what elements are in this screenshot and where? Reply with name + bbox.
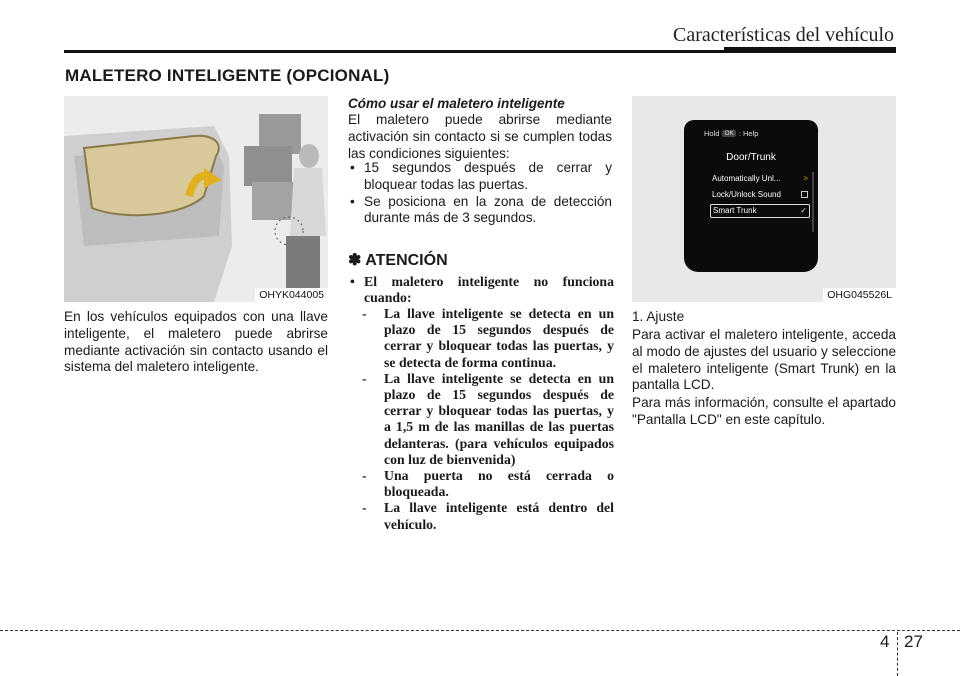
figure-trunk-illustration (64, 96, 328, 302)
list-item: - La llave inteligente está dentro del vehículo. (360, 500, 614, 532)
right-paragraph-1: Para activar el maletero inteligente, acceda al modo de ajustes del usuario y seleccione el maletero inteligente (Smart Trunk) en la pantalla LCD. (632, 327, 896, 393)
list-item: • Se posiciona en la zona de detección durante más de 3 segundos. (348, 194, 612, 228)
lcd-menu-title: Door/Trunk (726, 152, 776, 163)
figure-code: OHYK044005 (255, 288, 328, 302)
lcd-menu-item (712, 190, 808, 199)
header-rule (64, 50, 896, 53)
middle-intro: El maletero puede abrirse mediante activación sin contacto si se cumplen todas las condiciones siguientes: (348, 112, 612, 161)
lcd-top-bar (704, 126, 800, 140)
subsection-title: Cómo usar el maletero inteligente (348, 96, 565, 111)
page-separator (897, 632, 898, 676)
attention-title: ✽ ATENCIÓN (348, 252, 448, 269)
figure-code: OHG045526L (823, 288, 896, 302)
lcd-screen (684, 120, 818, 272)
page-number: 27 (904, 632, 923, 651)
lcd-menu-item-label: Smart Trunk (713, 206, 757, 215)
footer-rule (0, 630, 960, 631)
list-item: - La llave inteligente se detecta en un plazo de 15 segundos después de cerrar y bloquear todas las puertas, y se detecta de forma continua. (360, 306, 614, 371)
attention-list (348, 306, 614, 533)
list-item: - Una puerta no está cerrada o bloqueada. (360, 468, 614, 500)
lcd-scrollbar (812, 172, 814, 232)
chevron-right-icon: > (803, 174, 808, 183)
header-title: Características del vehículo (672, 24, 894, 46)
checkbox-empty-icon (801, 191, 808, 198)
left-paragraph: En los vehículos equipados con una llave inteligente, el maletero puede abrirse mediante activación sin contacto usando el sistema del maletero inteligente. (64, 309, 328, 375)
list-item: - La llave inteligente se detecta en un plazo de 15 segundos después de cerrar y bloquear todas las puertas, y a 1,5 m de las manillas de las puertas delanteras. (para vehículos equipados con luz de bienvenida) (360, 371, 614, 468)
trunk-illustration (64, 96, 328, 302)
lcd-menu-item-selected (710, 204, 810, 218)
lcd-menu-item (712, 174, 808, 183)
lcd-menu-item-label: Automatically Unl... (712, 174, 781, 183)
figure-lcd-screen (632, 96, 896, 302)
chapter-number: 4 (880, 632, 890, 651)
checkbox-checked-icon: ✓ (800, 206, 807, 215)
lcd-menu-item-label: Lock/Unlock Sound (712, 190, 781, 199)
section-title: MALETERO INTELIGENTE (OPCIONAL) (65, 66, 390, 85)
conditions-list (348, 160, 612, 227)
right-paragraph-2: Para más información, consulte el apartado "Pantalla LCD" en este capítulo. (632, 395, 896, 427)
hold-label: Hold (704, 128, 720, 138)
list-item: • 15 segundos después de cerrar y bloquear todas las puertas. (348, 160, 612, 194)
attention-lead: • El maletero inteligente no funciona cuando: (348, 274, 614, 306)
ok-badge: OK (724, 129, 734, 137)
help-label: : Help (738, 128, 759, 138)
step-label: 1. Ajuste (632, 309, 685, 324)
